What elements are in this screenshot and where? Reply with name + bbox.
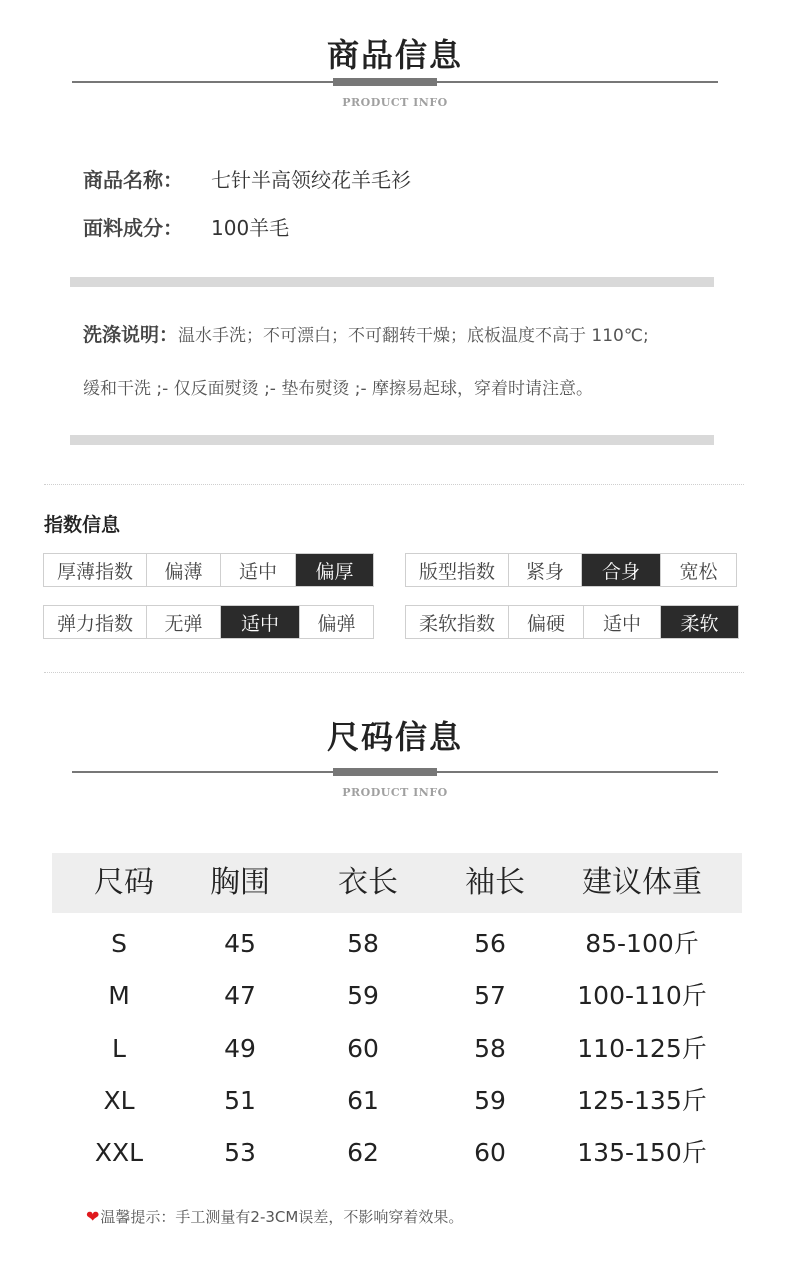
note-text: 温馨提示：手工测量有2-3CM误差，不影响穿着效果。	[100, 1208, 464, 1226]
size-table-header	[52, 853, 742, 913]
material-label: 面料成分：	[83, 216, 183, 240]
table-cell: 59	[474, 1086, 506, 1115]
table-cell: 60	[474, 1138, 506, 1167]
index-option: 宽松	[660, 554, 736, 586]
table-header-cell: 袖长	[465, 865, 525, 900]
table-cell: S	[111, 929, 127, 958]
size-info-subtitle: PRODUCT INFO	[342, 786, 448, 799]
care-note	[86, 1206, 463, 1227]
index-option: 适中	[220, 554, 295, 586]
product-info-subtitle: PRODUCT INFO	[342, 96, 448, 109]
table-cell: 62	[347, 1138, 379, 1167]
table-cell: L	[112, 1034, 126, 1063]
header-accent-bar	[333, 768, 437, 776]
table-cell: XXL	[94, 1138, 144, 1167]
index-option: 偏薄	[146, 554, 220, 586]
table-cell: XL	[103, 1086, 135, 1115]
wash-label: 洗涤说明：	[83, 324, 179, 346]
index-group-thickness	[43, 553, 374, 587]
material-value: 100羊毛	[211, 216, 290, 240]
table-cell: 59	[347, 981, 379, 1010]
index-option-selected: 适中	[220, 606, 299, 638]
index-option-selected: 合身	[581, 554, 660, 586]
index-info-title: 指数信息	[44, 514, 121, 536]
index-label: 柔软指数	[418, 612, 495, 635]
index-option: 无弹	[146, 606, 220, 638]
table-cell: 57	[474, 981, 506, 1010]
wash-instructions-line2	[83, 374, 593, 399]
table-cell: 135-150斤	[577, 1138, 707, 1167]
table-cell: 45	[224, 929, 256, 958]
table-header-cell: 胸围	[210, 865, 270, 900]
table-cell: M	[108, 981, 130, 1010]
table-cell: 49	[224, 1034, 256, 1063]
index-option-selected: 柔软	[660, 606, 738, 638]
dotted-divider	[44, 672, 744, 673]
table-cell: 125-135斤	[577, 1086, 707, 1115]
product-name-value: 七针半高领绞花羊毛衫	[211, 168, 411, 192]
table-cell: 53	[224, 1138, 256, 1167]
index-label: 弹力指数	[56, 612, 133, 635]
index-option-selected: 偏厚	[295, 554, 373, 586]
material-row	[83, 212, 289, 241]
table-cell: 51	[224, 1086, 256, 1115]
index-label: 厚薄指数	[56, 560, 133, 583]
index-option: 适中	[583, 606, 660, 638]
table-cell: 100-110斤	[577, 981, 707, 1010]
size-info-title: 尺码信息	[326, 718, 463, 756]
index-label: 版型指数	[418, 560, 495, 583]
index-group-elasticity	[43, 605, 374, 639]
table-cell: 85-100斤	[585, 929, 699, 958]
wash-text-1: 温水手洗；不可漂白；不可翻转干燥；底板温度不高于 110℃;	[178, 326, 649, 346]
table-cell: 56	[474, 929, 506, 958]
table-cell: 61	[347, 1086, 379, 1115]
section-separator	[70, 277, 714, 287]
table-header-cell: 衣长	[338, 865, 398, 900]
table-cell: 60	[347, 1034, 379, 1063]
product-info-title: 商品信息	[326, 36, 463, 74]
index-option: 偏弹	[299, 606, 373, 638]
product-name-label: 商品名称：	[83, 168, 183, 192]
section-separator	[70, 435, 714, 445]
table-header-cell: 尺码	[94, 865, 154, 900]
header-accent-bar	[333, 78, 437, 86]
product-name-row	[83, 164, 411, 193]
table-cell: 58	[347, 929, 379, 958]
wash-text-2: 缓和干洗 ;- 仅反面熨烫 ;- 垫布熨烫 ;- 摩擦易起球，穿着时请注意。	[83, 379, 594, 399]
wash-instructions-line1	[83, 320, 649, 347]
heart-icon: ❤	[86, 1207, 100, 1226]
index-group-softness	[405, 605, 739, 639]
table-header-cell: 建议体重	[582, 865, 702, 900]
index-option: 偏硬	[508, 606, 583, 638]
table-cell: 58	[474, 1034, 506, 1063]
index-option: 紧身	[508, 554, 581, 586]
dotted-divider	[44, 484, 744, 485]
table-cell: 110-125斤	[577, 1034, 707, 1063]
index-group-fit	[405, 553, 737, 587]
table-cell: 47	[224, 981, 256, 1010]
